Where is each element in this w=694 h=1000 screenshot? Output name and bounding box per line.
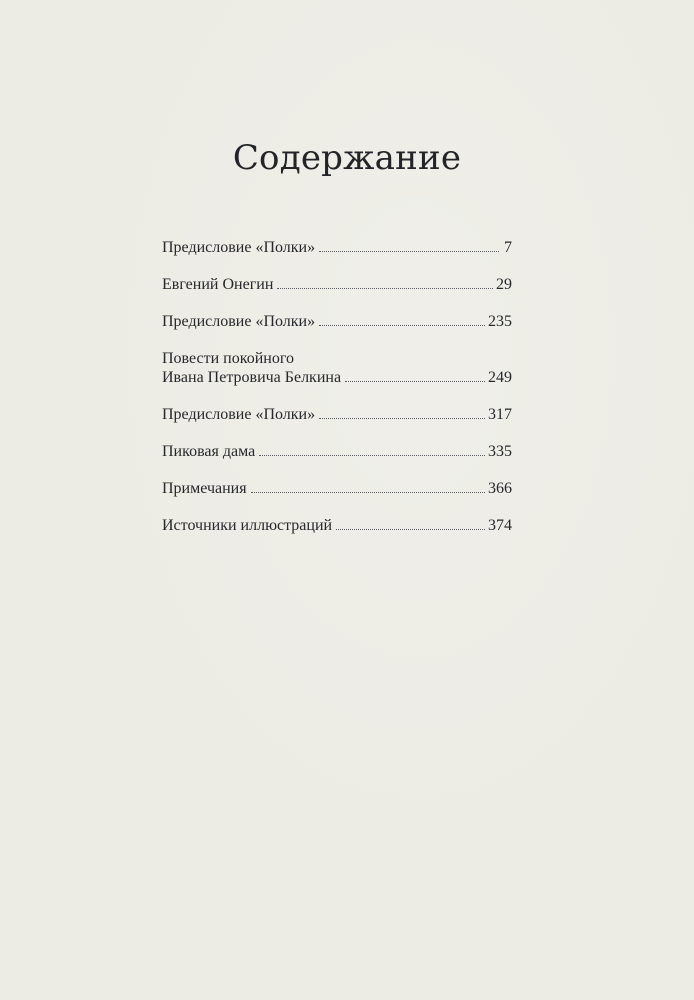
dot-leader [336, 528, 485, 530]
dot-leader [319, 250, 499, 252]
toc-entry[interactable] [162, 312, 512, 331]
toc-entry[interactable] [162, 349, 512, 387]
toc-entry-page: 317 [488, 406, 512, 423]
toc-entry-title: Источники иллюстраций [162, 517, 333, 534]
toc-entry-page: 249 [488, 369, 512, 386]
toc-entry-title: Примечания [162, 480, 247, 497]
toc-entry-page: 235 [488, 313, 512, 330]
toc-entry[interactable] [162, 442, 512, 461]
toc-entry[interactable] [162, 238, 512, 257]
toc-entry-page: 335 [488, 443, 512, 460]
dot-leader [319, 324, 485, 326]
dot-leader [345, 380, 485, 382]
toc-entry-title: Предисловие «Полки» [162, 406, 316, 423]
table-of-contents [162, 238, 512, 553]
toc-entry-page: 29 [496, 276, 512, 293]
toc-entry-page: 7 [504, 239, 512, 256]
toc-entry-title: Предисловие «Полки» [162, 239, 316, 256]
toc-entry-title-line-2: Ивана Петровича Белкина [162, 369, 342, 386]
dot-leader [319, 417, 485, 419]
toc-entry-title: Пиковая дама [162, 443, 256, 460]
toc-entry[interactable] [162, 516, 512, 535]
toc-entry-page: 366 [488, 480, 512, 497]
contents-heading: Содержание [232, 138, 462, 178]
toc-entry-title: Евгений Онегин [162, 276, 274, 293]
dot-leader [259, 454, 485, 456]
toc-entry-page: 374 [488, 517, 512, 534]
toc-entry[interactable] [162, 405, 512, 424]
dot-leader [251, 491, 485, 493]
toc-entry[interactable] [162, 275, 512, 294]
toc-entry-title-line-1: Повести покойного [162, 350, 294, 367]
toc-entry[interactable] [162, 479, 512, 498]
dot-leader [277, 287, 493, 289]
toc-entry-title: Предисловие «Полки» [162, 313, 316, 330]
